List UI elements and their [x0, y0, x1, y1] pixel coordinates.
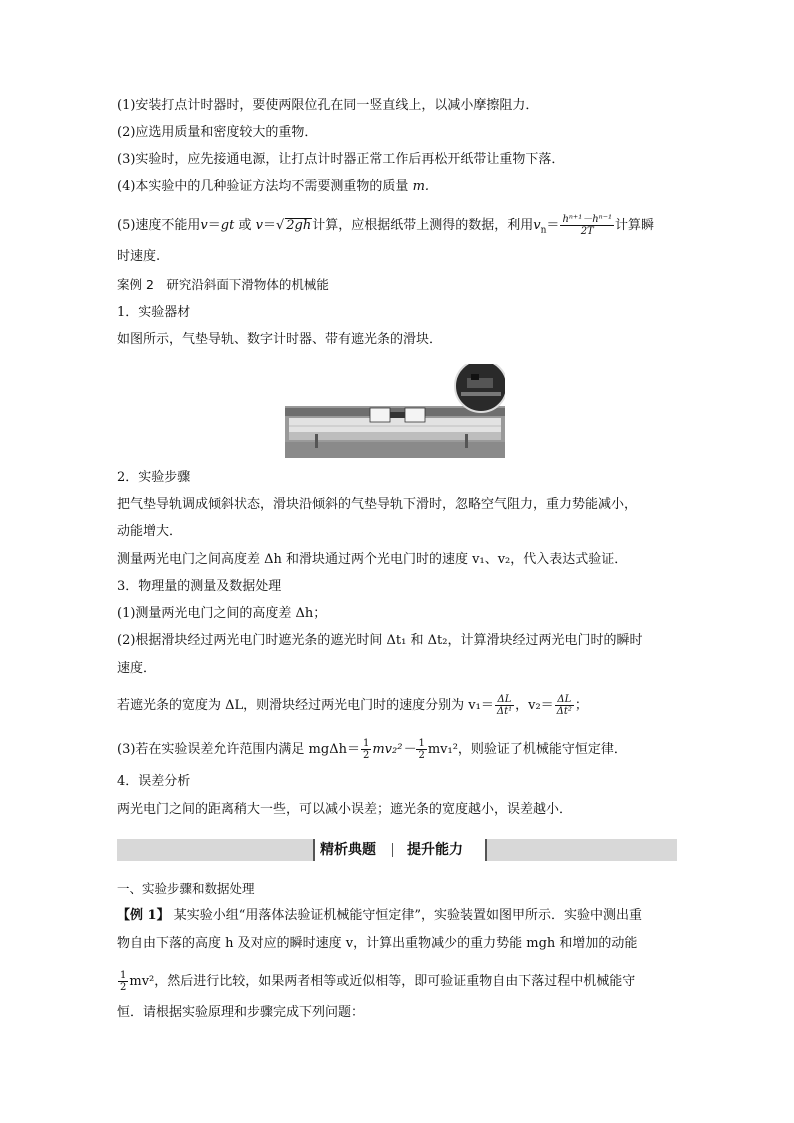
example-1-line-1: 【例 1】 某实验小组“用落体法验证机械能守恒定律”，实验装置如图甲所示．实验中测出重 — [117, 908, 643, 923]
section-2-text-2: 动能增大． — [117, 524, 183, 539]
mass-variable: m. — [412, 179, 430, 194]
example-tag: 【例 1】 — [117, 908, 170, 923]
section-4-text: 两光电门之间的距离稍大一些，可以减小误差；遮光条的宽度越小，误差越小． — [117, 802, 573, 817]
v1-fraction: $\frac{\Delta L}{\text{Δt¹}}$ — [496, 694, 513, 717]
section-3-speed-formula: 若遮光条的宽度为 ΔL，则滑块经过两光电门时的速度分别为 v₁＝ $\frac{\Delta L}{\text{Δt¹}}$ ，v₂＝ $\frac{\Delta L}{\text{Δt²}}$ ； — [117, 694, 588, 717]
case2-title: 案例 2 研究沿斜面下滑物体的机械能 — [117, 277, 329, 292]
section-banner — [117, 839, 677, 861]
note-4: (4)本实验中的几种验证方法均不需要测重物的质量 m. — [117, 179, 430, 194]
section-2-text-3: 测量两光电门之间高度差 Δh 和滑块通过两个光电门时的速度 v₁、v₂，代入表达式验证． — [117, 552, 628, 567]
section-2-text-1: 把气垫导轨调成倾斜状态，滑块沿倾斜的气垫导轨下滑时，忽略空气阻力，重力势能减小， — [117, 497, 638, 512]
half-fraction-2: $\frac{1}{2}$ — [418, 738, 425, 761]
section-3-item-1: (1)测量两光电门之间的高度差 Δh； — [117, 606, 327, 621]
half-fraction-1: $\frac{1}{2}$ — [362, 738, 370, 761]
v2-fraction: $\frac{\Delta L}{\text{Δt²}}$ — [556, 694, 572, 717]
note-5-cont: 时速度. — [117, 249, 161, 264]
half-fraction-3: $\frac{1}{2}$ — [120, 970, 127, 993]
velocity-fraction: $\frac{\text{hⁿ⁺¹－hⁿ⁻¹}}{2T}$ — [562, 214, 612, 237]
example-1-line-4: 恒．请根据实验原理和步骤完成下列问题： — [117, 1005, 365, 1020]
banner-right-text: 提升能力 — [407, 842, 463, 858]
example-1-line-3: $\frac{1}{2}$ mv²，然后进行比较，如果两者相等或近似相等，即可验证重物自由下落过程中机械能守 — [120, 970, 636, 993]
section-3-item-2b: 速度． — [117, 661, 157, 676]
note-5: (5)速度不能用v＝gt 或 v＝√ 2gh计算，应根据纸带上测得的数据，利用$v_n=$ $\frac{\text{hⁿ⁺¹－hⁿ⁻¹}}{2T}$ 计算瞬 — [117, 214, 655, 237]
note-3: (3)实验时，应先接通电源，让打点计时器正常工作后再松开纸带让重物下落． — [117, 152, 565, 167]
section-1-title: 1．实验器材 — [117, 305, 191, 320]
section-3-title: 3．物理量的测量及数据处理 — [117, 579, 282, 594]
section-2-title: 2．实验步骤 — [117, 470, 191, 485]
section-1-text: 如图所示，气垫导轨、数字计时器、带有遮光条的滑块． — [117, 332, 443, 347]
banner-divider — [392, 843, 393, 857]
part-1-title: 一、实验步骤和数据处理 — [117, 881, 255, 896]
section-3-item-3: (3)若在实验误差允许范围内满足 mgΔh＝ $\frac{1}{2}$ mv₂²－ $\frac{1}{2}$ mv₁²，则验证了机械能守恒定律． — [117, 738, 627, 761]
note-2: (2)应选用质量和密度较大的重物． — [117, 125, 318, 140]
note-1: (1)安装打点计时器时，要使两限位孔在同一竖直线上，以减小摩擦阻力． — [117, 98, 539, 113]
section-4-title: 4．误差分析 — [117, 774, 191, 789]
banner-left-text: 精析典题 — [320, 842, 376, 858]
sqrt-2gh: 2gh — [286, 218, 312, 233]
example-1-line-2: 物自由下落的高度 h 及对应的瞬时速度 v，计算出重物减少的重力势能 mgh 和增加的动能 — [117, 936, 638, 951]
air-track-photo — [285, 364, 505, 458]
section-3-item-2a: (2)根据滑块经过两光电门时遮光条的遮光时间 Δt₁ 和 Δt₂，计算滑块经过两光电门时的瞬时 — [117, 633, 643, 648]
